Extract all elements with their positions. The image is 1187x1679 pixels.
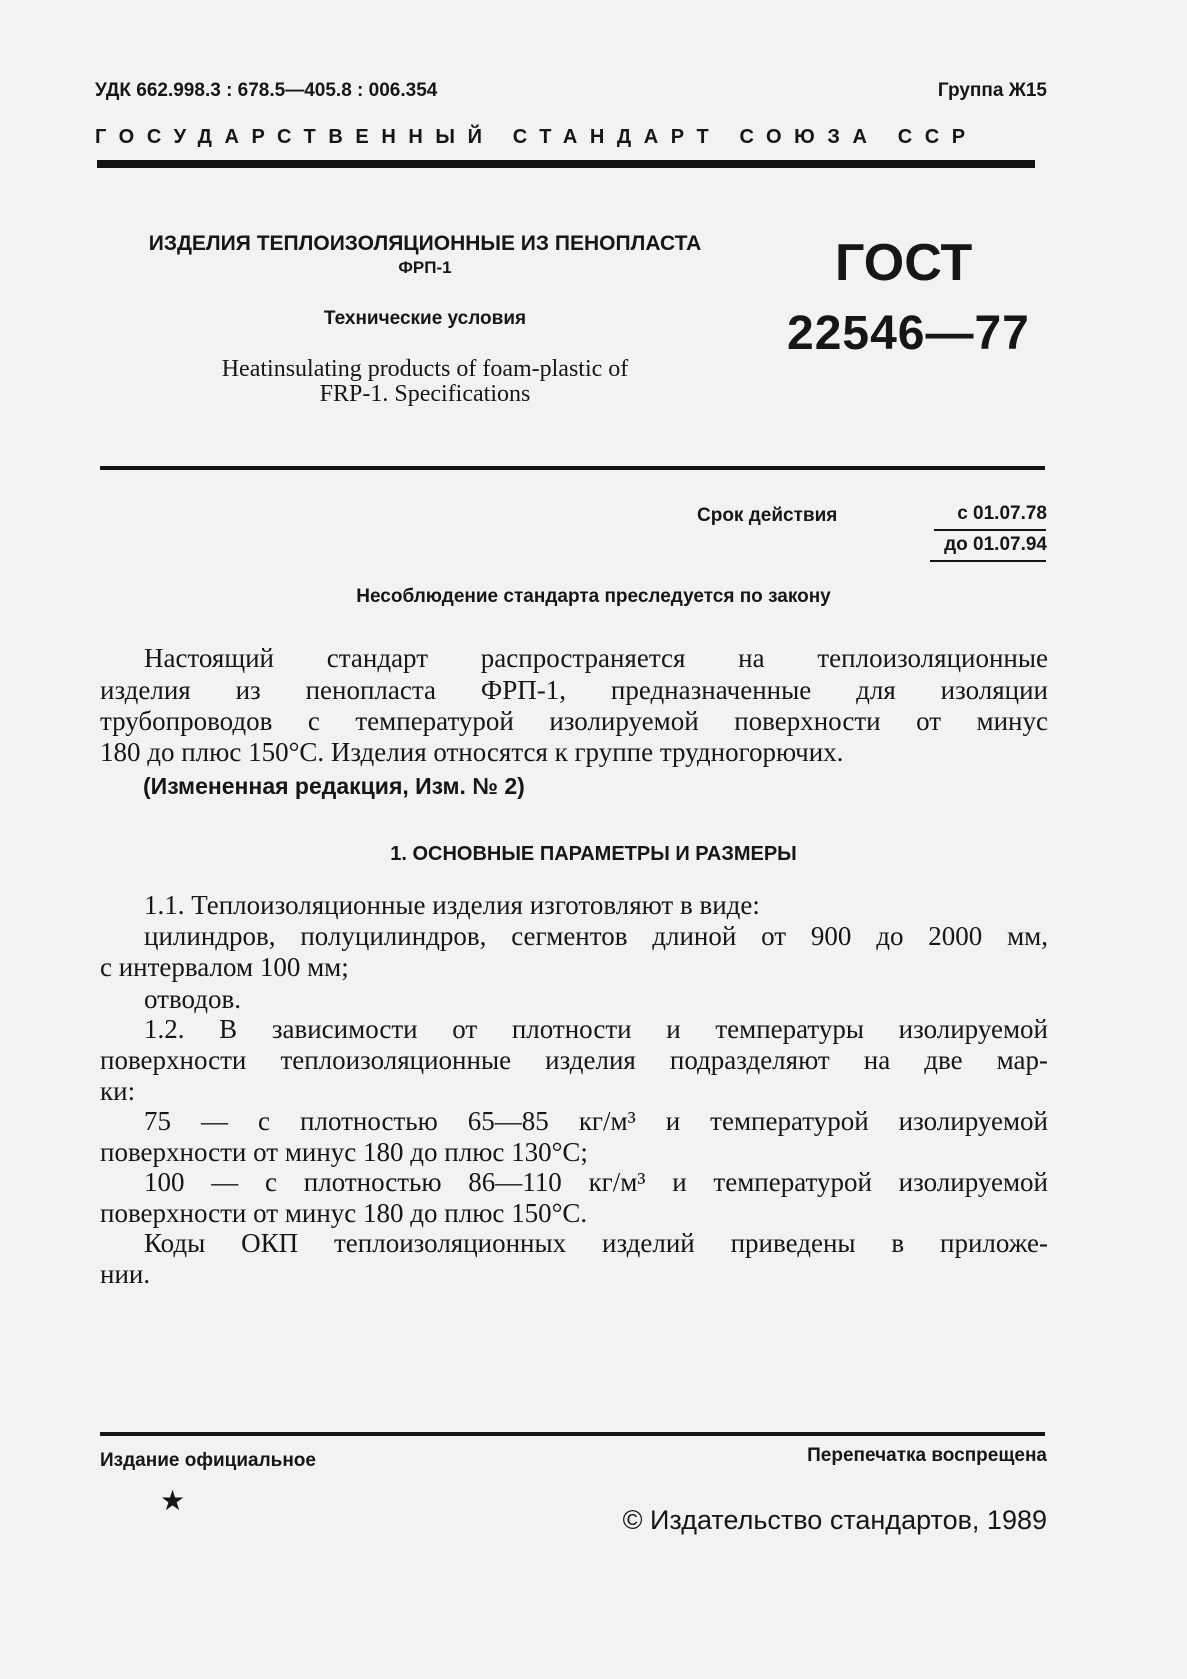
reprint-prohibited: Перепечатка воспрещена	[807, 1445, 1047, 1466]
state-standard-heading: ГОСУДАРСТВЕННЫЙ СТАНДАРТ СОЮЗА ССР	[95, 126, 978, 148]
clause-1-1-item-b: отводов.	[144, 984, 241, 1014]
validity-underline-2	[930, 560, 1046, 562]
intro-line-3: трубопроводов с температурой изолируемой поверхности от минус	[100, 706, 1048, 736]
intro-line-4: 180 до плюс 150°С. Изделия относятся к группе трудногорючих.	[100, 737, 844, 767]
law-notice: Несоблюдение стандарта преследуется по закону	[356, 586, 831, 607]
validity-label: Срок действия	[697, 505, 838, 526]
validity-to: до 01.07.94	[944, 534, 1047, 555]
intro-line-2: изделия из пенопласта ФРП-1, предназначенные для изоляции	[100, 675, 1048, 705]
clause-1-2-line-3: ки:	[100, 1076, 136, 1106]
gost-number: 22546—77	[787, 307, 1030, 360]
clause-1-2-line-1: 1.2. В зависимости от плотности и температуры изолируемой	[144, 1014, 1048, 1044]
footer-rule	[100, 1432, 1045, 1436]
title-line-2: ФРП-1	[398, 258, 452, 277]
grade-75-line-1: 75 — с плотностью 65—85 кг/м³ и температурой изолируемой	[144, 1106, 1048, 1136]
okp-codes-line-2: нии.	[100, 1259, 151, 1289]
grade-100-line-1: 100 — с плотностью 86—110 кг/м³ и температурой изолируемой	[144, 1167, 1048, 1197]
gost-label: ГОСТ	[835, 234, 973, 292]
grade-100-line-2: поверхности от минус 180 до плюс 150°С.	[100, 1198, 588, 1228]
clause-1-2-line-2: поверхности теплоизоляционные изделия подразделяют на две мар-	[100, 1045, 1048, 1075]
udk-code: УДК 662.998.3 : 678.5—405.8 : 006.354	[95, 80, 438, 101]
validity-from: с 01.07.78	[957, 503, 1047, 524]
okp-codes-line-1: Коды ОКП теплоизоляционных изделий приведены в приложе-	[144, 1228, 1048, 1258]
english-title-line-2: FRP-1. Specifications	[319, 381, 531, 407]
clause-1-1-item-a-line-2: с интервалом 100 мм;	[100, 952, 349, 982]
section-heading: 1. ОСНОВНЫЕ ПАРАМЕТРЫ И РАЗМЕРЫ	[390, 843, 797, 865]
subtitle: Технические условия	[323, 308, 527, 329]
title-rule	[100, 466, 1045, 470]
header-thick-rule	[97, 160, 1035, 168]
grade-75-line-2: поверхности от минус 180 до плюс 130°С;	[100, 1137, 588, 1167]
english-title-line-1: Heatinsulating products of foam-plastic of	[221, 356, 629, 382]
amendment-note: (Измененная редакция, Изм. № 2)	[143, 773, 525, 799]
official-edition: Издание официальное	[100, 1450, 316, 1471]
validity-underline-1	[934, 529, 1046, 531]
star-icon: ★	[160, 1484, 186, 1517]
clause-1-1-item-a-line-1: цилиндров, полуцилиндров, сегментов длиной от 900 до 2000 мм,	[144, 921, 1048, 951]
title-line-1: ИЗДЕЛИЯ ТЕПЛОИЗОЛЯЦИОННЫЕ ИЗ ПЕНОПЛАСТА	[148, 232, 702, 255]
group-code: Группа Ж15	[937, 80, 1047, 101]
clause-1-1: 1.1. Теплоизоляционные изделия изготовляют в виде:	[144, 890, 760, 920]
intro-line-1: Настоящий стандарт распространяется на теплоизоляционные	[144, 643, 1048, 673]
publisher-copyright: © Издательство стандартов, 1989	[622, 1505, 1047, 1535]
